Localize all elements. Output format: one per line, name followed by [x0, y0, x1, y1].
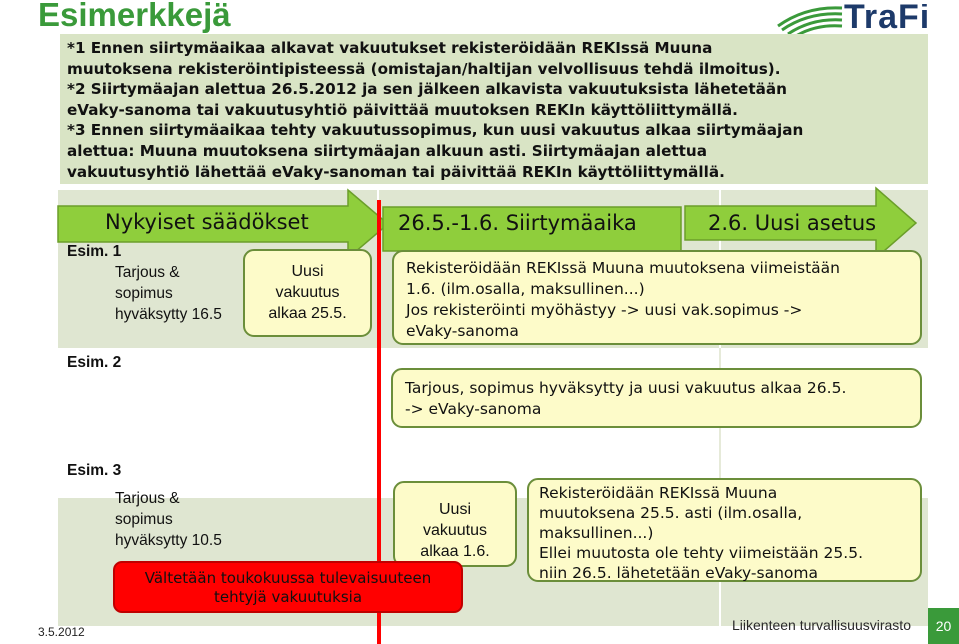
box-line: maksullinen...): [539, 524, 654, 542]
example-3-new-insurance-box: [393, 481, 517, 567]
note-line: *1 Ennen siirtymäaikaa alkavat vakuutukset rekisteröidään REKIssä Muuna: [67, 39, 713, 57]
header-new-regulation: 2.6. Uusi asetus: [708, 211, 877, 235]
offer-line: Tarjous &: [115, 264, 180, 281]
insurance-line: alkaa 1.6.: [420, 543, 490, 560]
example-3-registration-box: [527, 478, 922, 582]
note-line: eVaky-sanoma tai vakuutusyhtiö päivittää muutoksen REKIn käyttöliittymällä.: [67, 100, 738, 119]
box-line: 1.6. (ilm.osalla, maksullinen...): [406, 280, 645, 298]
offer-line: sopimus: [115, 285, 173, 302]
box-line: Rekisteröidään REKIssä Muuna: [539, 484, 778, 502]
box-line: Tarjous, sopimus hyväksytty ja uusi vakuutus alkaa 26.5.: [405, 379, 847, 397]
warning-box: [113, 561, 463, 613]
example-3-label: Esim. 3: [67, 462, 122, 479]
box-line: Rekisteröidään REKIssä Muuna muutoksena viimeistään: [406, 259, 840, 277]
page-number: 20: [928, 608, 959, 644]
warning-line: Vältetään toukokuussa tulevaisuuteen: [144, 569, 432, 587]
slide-title: Esimerkkejä: [38, 0, 231, 33]
notes-text: [67, 38, 929, 182]
offer-line: sopimus: [115, 511, 173, 528]
warning-line: tehtyjä vakuutuksia: [213, 588, 363, 606]
header-transition: 26.5.-1.6. Siirtymäaika: [398, 211, 637, 235]
offer-line: hyväksytty 10.5: [115, 532, 222, 549]
header-current-rules: Nykyiset säädökset: [105, 210, 309, 234]
note-line: vakuutusyhtiö lähettää eVaky-sanoman tai päivittää REKIn käyttöliittymällä.: [67, 162, 725, 181]
example-2-box: [391, 368, 922, 428]
note-line: *2 Siirtymäajan alettua 26.5.2012 ja sen jälkeen alkavista vakuutuksista lähetetään: [67, 80, 787, 99]
trafi-swoosh-icon: [776, 4, 846, 34]
insurance-line: vakuutus: [275, 284, 340, 301]
example-1-offer: [115, 262, 222, 325]
insurance-line: Uusi: [438, 501, 471, 518]
trafi-logo: [776, 4, 959, 34]
offer-line: hyväksytty 16.5: [115, 306, 222, 323]
offer-line: Tarjous &: [115, 490, 180, 507]
example-3-offer: [115, 488, 222, 551]
note-line: *3 Ennen siirtymäaikaa tehty vakuutussopimus, kun uusi vakuutus alkaa siirtymäajan: [67, 121, 804, 140]
insurance-line: alkaa 25.5.: [268, 305, 347, 322]
box-line: Jos rekisteröinti myöhästyy -> uusi vak.sopimus ->: [406, 301, 803, 319]
insurance-line: Uusi: [291, 263, 324, 280]
note-line: muutoksena rekisteröintipisteessä (omistajan/haltijan velvollisuus tehdä ilmoitus).: [67, 59, 781, 78]
box-line: niin 26.5. lähetetään eVaky-sanoma: [539, 564, 818, 582]
box-line: eVaky-sanoma: [406, 322, 519, 340]
example-2-label: Esim. 2: [67, 354, 122, 371]
insurance-line: vakuutus: [422, 522, 488, 539]
example-1-label: Esim. 1: [67, 243, 122, 260]
footer-organization: Liikenteen turvallisuusvirasto: [732, 617, 911, 633]
footer-date: 3.5.2012: [38, 625, 85, 639]
logo-wordmark: TraFi: [844, 4, 931, 34]
example-1-new-insurance-box: [243, 249, 372, 337]
box-line: -> eVaky-sanoma: [405, 400, 542, 418]
note-line: alettua: Muuna muutoksena siirtymäajan alkuun asti. Siirtymäajan alettua: [67, 141, 707, 160]
box-line: muutoksena 25.5. asti (ilm.osalla,: [539, 504, 803, 522]
box-line: Ellei muutosta ole tehty viimeistään 25.5.: [539, 544, 863, 562]
example-1-registration-box: [392, 250, 922, 345]
notes-box: [60, 34, 928, 184]
